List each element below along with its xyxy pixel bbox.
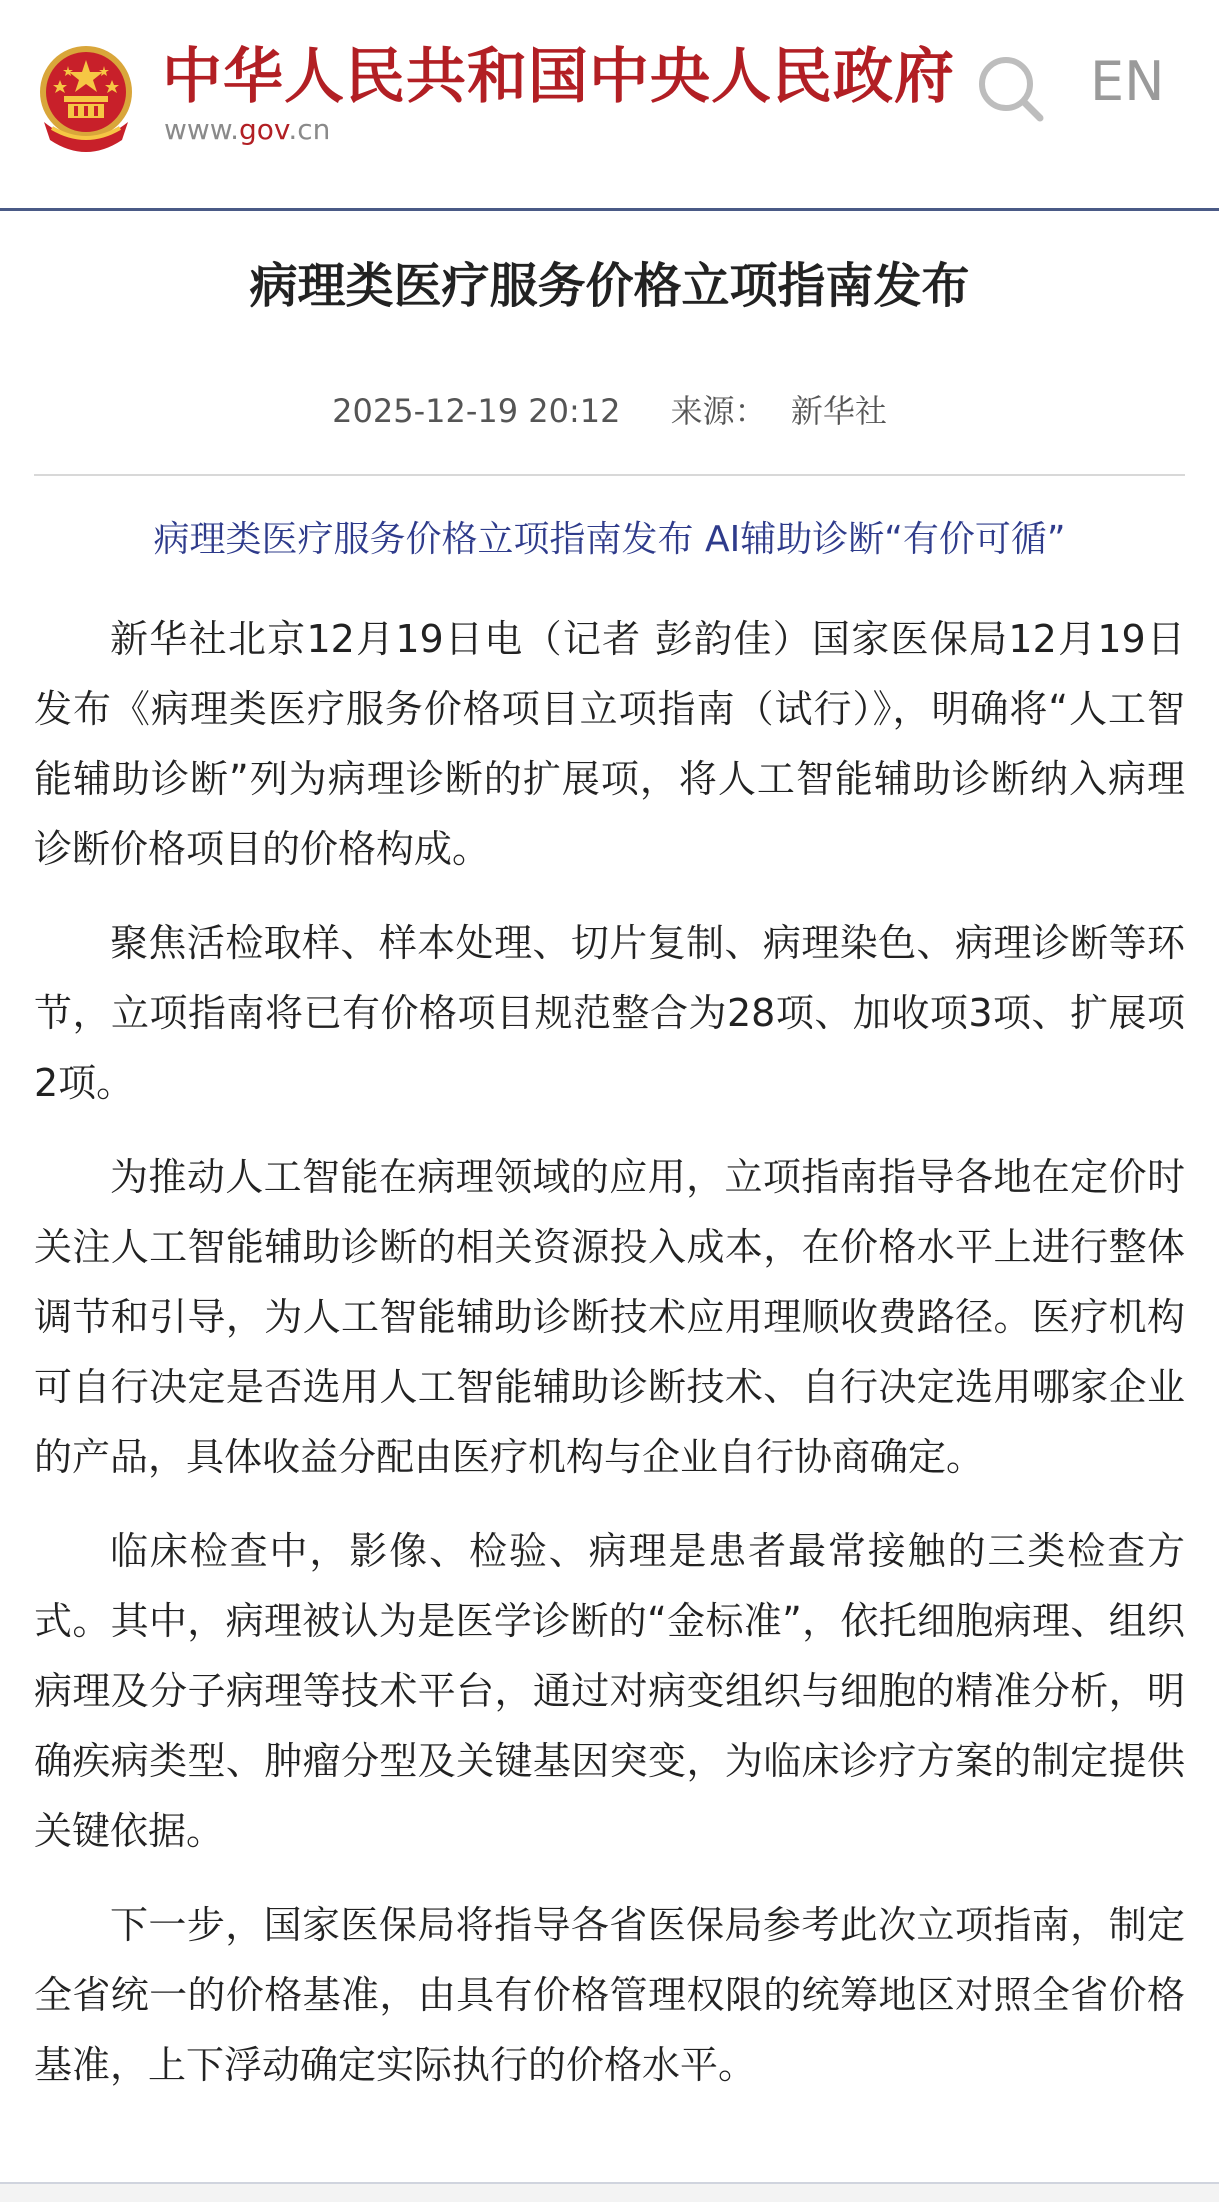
domain-gov: gov	[239, 113, 289, 146]
source-name: 新华社	[790, 392, 887, 430]
site-title[interactable]: 中华人民共和国中央人民政府	[162, 42, 955, 112]
paragraph: 新华社北京12月19日电（记者 彭韵佳）国家医保局12月19日发布《病理类医疗服务价格项目立项指南（试行）》，明确将“人工智能辅助诊断”列为病理诊断的扩展项，将人工智能辅助诊断纳入病理诊断价格项目的价格构成。	[34, 617, 1185, 871]
paragraph: 为推动人工智能在病理领域的应用，立项指南指导各地在定价时关注人工智能辅助诊断的相关资源投入成本，在价格水平上进行整体调节和引导，为人工智能辅助诊断技术应用理顺收费路径。医疗机构可自行决定是否选用人工智能辅助诊断技术、自行决定选用哪家企业的产品，具体收益分配由医疗机构与企业自行协商确定。	[34, 1155, 1185, 1479]
article-body	[34, 604, 1185, 2124]
footer-divider	[0, 2182, 1219, 2202]
site-domain[interactable]	[164, 112, 330, 148]
publish-date: 2025-12-19 20:12	[332, 392, 621, 430]
article-title: 病理类医疗服务价格立项指南发布	[249, 258, 970, 314]
site-header	[0, 0, 1219, 212]
paragraph: 下一步，国家医保局将指导各省医保局参考此次立项指南，制定全省统一的价格基准，由具有价格管理权限的统筹地区对照全省价格基准，上下浮动确定实际执行的价格水平。	[34, 1903, 1185, 2087]
meta-divider	[34, 474, 1185, 476]
header-divider	[0, 208, 1219, 211]
paragraph: 临床检查中，影像、检验、病理是患者最常接触的三类检查方式。其中，病理被认为是医学诊断的“金标准”，依托细胞病理、组织病理及分子病理等技术平台，通过对病变组织与细胞的精准分析，明确疾病类型、肿瘤分型及关键基因突变，为临床诊疗方案的制定提供关键依据。	[34, 1529, 1185, 1853]
language-toggle-button[interactable]: EN	[1090, 50, 1165, 113]
article-meta	[0, 390, 1219, 432]
domain-suffix: .cn	[288, 113, 331, 146]
national-emblem-icon[interactable]	[34, 44, 138, 156]
search-icon[interactable]	[974, 50, 1050, 126]
domain-prefix: www.	[164, 113, 240, 146]
source-label: 来源：	[670, 392, 767, 430]
paragraph: 聚焦活检取样、样本处理、切片复制、病理染色、病理诊断等环节，立项指南将已有价格项目规范整合为28项、加收项3项、扩展项2项。	[34, 921, 1185, 1105]
article-subtitle: 病理类医疗服务价格立项指南发布 AI辅助诊断“有价可循”	[153, 519, 1066, 560]
